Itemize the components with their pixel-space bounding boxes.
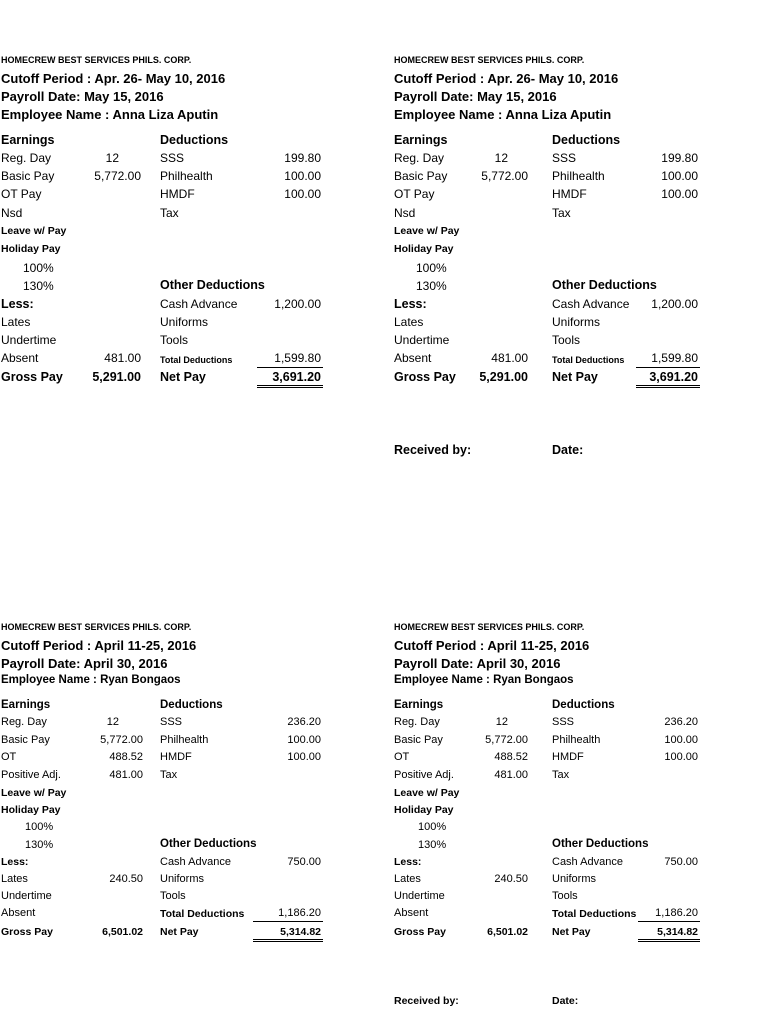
total-deductions-underline bbox=[257, 367, 323, 368]
net-pay-double-underline bbox=[636, 385, 700, 388]
basic-pay-value: 5,772.00 bbox=[94, 169, 141, 183]
holiday-100-label: 100% bbox=[416, 261, 447, 275]
total-deductions-value: 1,186.20 bbox=[278, 907, 321, 919]
tax-label: Tax bbox=[160, 206, 179, 220]
uniforms-label: Uniforms bbox=[160, 315, 209, 329]
ot-label: OT Pay bbox=[1, 187, 42, 201]
hmdf-label: HMDF bbox=[160, 187, 195, 201]
gross-pay-label: Gross Pay bbox=[394, 926, 446, 938]
philhealth-value: 100.00 bbox=[287, 734, 321, 746]
hmdf-value: 100.00 bbox=[287, 751, 321, 763]
other-deductions-heading: Other Deductions bbox=[552, 838, 649, 850]
received-by-label: Received by: bbox=[394, 995, 459, 1007]
undertime-label: Undertime bbox=[394, 333, 450, 347]
total-deductions-label: Total Deductions bbox=[552, 908, 637, 920]
tax-label: Tax bbox=[160, 769, 178, 781]
ot-value: 488.52 bbox=[494, 751, 528, 763]
payroll-date: Payroll Date: April 30, 2016 bbox=[1, 656, 168, 671]
undertime-label: Undertime bbox=[1, 333, 57, 347]
date-label: Date: bbox=[552, 995, 579, 1007]
payroll-date: Payroll Date: April 30, 2016 bbox=[394, 656, 561, 671]
total-deductions-underline bbox=[638, 921, 700, 922]
total-deductions-label: Total Deductions bbox=[552, 355, 625, 365]
philhealth-value: 100.00 bbox=[284, 169, 321, 183]
undertime-label: Undertime bbox=[394, 890, 445, 902]
earnings-heading: Earnings bbox=[1, 699, 51, 711]
reg-day-value: 12 bbox=[105, 151, 119, 165]
employee-name: Employee Name : Ryan Bongaos bbox=[394, 674, 574, 686]
absent-label: Absent bbox=[394, 351, 432, 365]
absent-value: 481.00 bbox=[104, 351, 141, 365]
net-pay-label: Net Pay bbox=[160, 926, 199, 938]
earnings-heading: Earnings bbox=[394, 699, 444, 711]
positive-adj-label: Positive Adj. bbox=[394, 769, 454, 781]
sss-label: SSS bbox=[160, 716, 183, 728]
basic-pay-label: Basic Pay bbox=[1, 169, 55, 183]
basic-pay-label: Basic Pay bbox=[394, 734, 443, 746]
sss-value: 236.20 bbox=[664, 716, 698, 728]
holiday-100-label: 100% bbox=[418, 821, 447, 833]
reg-day-value: 12 bbox=[494, 151, 508, 165]
holiday-pay-label: Holiday Pay bbox=[394, 243, 454, 255]
uniforms-label: Uniforms bbox=[552, 873, 597, 885]
cutoff-period: Cutoff Period : Apr. 26- May 10, 2016 bbox=[1, 71, 226, 86]
cash-advance-value: 750.00 bbox=[664, 856, 698, 868]
net-pay-value: 3,691.20 bbox=[272, 370, 321, 384]
lates-label: Lates bbox=[394, 315, 424, 329]
reg-day-label: Reg. Day bbox=[394, 716, 440, 728]
holiday-100-label: 100% bbox=[25, 821, 54, 833]
leave-with-pay-label: Leave w/ Pay bbox=[1, 225, 67, 237]
company-name: HOMECREW BEST SERVICES PHILS. CORP. bbox=[394, 622, 585, 632]
cutoff-period: Cutoff Period : April 11-25, 2016 bbox=[394, 638, 590, 653]
lates-label: Lates bbox=[1, 873, 28, 885]
ot-value: 488.52 bbox=[109, 751, 143, 763]
positive-adj-label: Positive Adj. bbox=[1, 769, 61, 781]
company-name: HOMECREW BEST SERVICES PHILS. CORP. bbox=[1, 622, 192, 632]
hmdf-value: 100.00 bbox=[661, 187, 698, 201]
basic-pay-value: 5,772.00 bbox=[100, 734, 143, 746]
payroll-date: Payroll Date: May 15, 2016 bbox=[394, 89, 557, 104]
positive-adj-value: 481.00 bbox=[109, 769, 143, 781]
nsd-label: Nsd bbox=[1, 206, 23, 220]
ot-label: OT bbox=[1, 751, 17, 763]
gross-pay-value: 6,501.02 bbox=[102, 926, 143, 938]
philhealth-label: Philhealth bbox=[160, 734, 209, 746]
nsd-label: Nsd bbox=[394, 206, 416, 220]
employee-name: Employee Name : Anna Liza Aputin bbox=[1, 107, 219, 122]
employee-name: Employee Name : Ryan Bongaos bbox=[1, 674, 181, 686]
earnings-heading: Earnings bbox=[394, 133, 448, 147]
tools-label: Tools bbox=[160, 890, 186, 902]
sss-label: SSS bbox=[552, 151, 577, 165]
ot-label: OT Pay bbox=[394, 187, 435, 201]
basic-pay-value: 5,772.00 bbox=[485, 734, 528, 746]
gross-pay-value: 6,501.02 bbox=[487, 926, 528, 938]
total-deductions-underline bbox=[253, 921, 323, 922]
hmdf-label: HMDF bbox=[552, 751, 584, 763]
sss-label: SSS bbox=[160, 151, 185, 165]
total-deductions-value: 1,599.80 bbox=[274, 351, 321, 365]
holiday-pay-label: Holiday Pay bbox=[394, 804, 454, 816]
leave-with-pay-label: Leave w/ Pay bbox=[1, 787, 67, 799]
net-pay-value: 3,691.20 bbox=[649, 370, 698, 384]
date-label: Date: bbox=[552, 443, 584, 457]
total-deductions-underline bbox=[636, 367, 700, 368]
basic-pay-value: 5,772.00 bbox=[481, 169, 528, 183]
absent-label: Absent bbox=[1, 351, 39, 365]
cutoff-period: Cutoff Period : Apr. 26- May 10, 2016 bbox=[394, 71, 619, 86]
net-pay-value: 5,314.82 bbox=[280, 926, 321, 938]
tax-label: Tax bbox=[552, 206, 571, 220]
deductions-heading: Deductions bbox=[160, 133, 229, 147]
lates-label: Lates bbox=[1, 315, 31, 329]
sss-label: SSS bbox=[552, 716, 575, 728]
net-pay-value: 5,314.82 bbox=[657, 926, 698, 938]
hmdf-label: HMDF bbox=[160, 751, 192, 763]
basic-pay-label: Basic Pay bbox=[1, 734, 50, 746]
payroll-date: Payroll Date: May 15, 2016 bbox=[1, 89, 164, 104]
ot-label: OT bbox=[394, 751, 410, 763]
hmdf-label: HMDF bbox=[552, 187, 587, 201]
cash-advance-label: Cash Advance bbox=[552, 856, 623, 868]
holiday-100-label: 100% bbox=[23, 261, 54, 275]
tools-label: Tools bbox=[552, 890, 578, 902]
net-pay-double-underline bbox=[253, 939, 323, 942]
net-pay-label: Net Pay bbox=[552, 370, 598, 384]
net-pay-label: Net Pay bbox=[552, 926, 591, 938]
gross-pay-value: 5,291.00 bbox=[92, 370, 141, 384]
cash-advance-label: Cash Advance bbox=[552, 297, 630, 311]
less-label: Less: bbox=[1, 297, 34, 311]
less-label: Less: bbox=[1, 856, 29, 868]
cash-advance-value: 1,200.00 bbox=[274, 297, 321, 311]
absent-label: Absent bbox=[1, 907, 36, 919]
basic-pay-label: Basic Pay bbox=[394, 169, 448, 183]
net-pay-label: Net Pay bbox=[160, 370, 206, 384]
philhealth-value: 100.00 bbox=[664, 734, 698, 746]
net-pay-double-underline bbox=[257, 385, 323, 388]
tools-label: Tools bbox=[160, 333, 189, 347]
leave-with-pay-label: Leave w/ Pay bbox=[394, 787, 460, 799]
less-label: Less: bbox=[394, 856, 422, 868]
uniforms-label: Uniforms bbox=[160, 873, 205, 885]
cash-advance-label: Cash Advance bbox=[160, 856, 231, 868]
reg-day-label: Reg. Day bbox=[1, 716, 47, 728]
holiday-130-label: 130% bbox=[23, 279, 54, 293]
holiday-130-label: 130% bbox=[416, 279, 447, 293]
tools-label: Tools bbox=[552, 333, 581, 347]
uniforms-label: Uniforms bbox=[552, 315, 601, 329]
lates-value: 240.50 bbox=[494, 873, 528, 885]
total-deductions-label: Total Deductions bbox=[160, 908, 245, 920]
reg-day-label: Reg. Day bbox=[394, 151, 445, 165]
sss-value: 199.80 bbox=[284, 151, 321, 165]
philhealth-label: Philhealth bbox=[552, 169, 605, 183]
leave-with-pay-label: Leave w/ Pay bbox=[394, 225, 460, 237]
sss-value: 199.80 bbox=[661, 151, 698, 165]
reg-day-value: 12 bbox=[106, 716, 119, 728]
lates-label: Lates bbox=[394, 873, 421, 885]
holiday-pay-label: Holiday Pay bbox=[1, 243, 61, 255]
gross-pay-label: Gross Pay bbox=[1, 926, 53, 938]
gross-pay-label: Gross Pay bbox=[1, 370, 63, 384]
employee-name: Employee Name : Anna Liza Aputin bbox=[394, 107, 612, 122]
net-pay-double-underline bbox=[638, 939, 700, 942]
total-deductions-value: 1,599.80 bbox=[651, 351, 698, 365]
other-deductions-heading: Other Deductions bbox=[160, 278, 265, 292]
total-deductions-value: 1,186.20 bbox=[655, 907, 698, 919]
philhealth-label: Philhealth bbox=[552, 734, 601, 746]
other-deductions-heading: Other Deductions bbox=[160, 838, 257, 850]
received-by-label: Received by: bbox=[394, 443, 472, 457]
deductions-heading: Deductions bbox=[552, 699, 615, 711]
absent-label: Absent bbox=[394, 907, 429, 919]
holiday-130-label: 130% bbox=[25, 839, 54, 851]
earnings-heading: Earnings bbox=[1, 133, 55, 147]
reg-day-value: 12 bbox=[495, 716, 508, 728]
holiday-130-label: 130% bbox=[418, 839, 447, 851]
gross-pay-value: 5,291.00 bbox=[479, 370, 528, 384]
total-deductions-label: Total Deductions bbox=[160, 355, 233, 365]
hmdf-value: 100.00 bbox=[284, 187, 321, 201]
absent-value: 481.00 bbox=[491, 351, 528, 365]
deductions-heading: Deductions bbox=[160, 699, 223, 711]
tax-label: Tax bbox=[552, 769, 570, 781]
holiday-pay-label: Holiday Pay bbox=[1, 804, 61, 816]
philhealth-label: Philhealth bbox=[160, 169, 213, 183]
hmdf-value: 100.00 bbox=[664, 751, 698, 763]
cash-advance-value: 1,200.00 bbox=[651, 297, 698, 311]
cutoff-period: Cutoff Period : April 11-25, 2016 bbox=[1, 638, 197, 653]
undertime-label: Undertime bbox=[1, 890, 52, 902]
other-deductions-heading: Other Deductions bbox=[552, 278, 657, 292]
lates-value: 240.50 bbox=[109, 873, 143, 885]
company-name: HOMECREW BEST SERVICES PHILS. CORP. bbox=[1, 55, 192, 65]
less-label: Less: bbox=[394, 297, 427, 311]
cash-advance-label: Cash Advance bbox=[160, 297, 238, 311]
reg-day-label: Reg. Day bbox=[1, 151, 52, 165]
philhealth-value: 100.00 bbox=[661, 169, 698, 183]
sss-value: 236.20 bbox=[287, 716, 321, 728]
cash-advance-value: 750.00 bbox=[287, 856, 321, 868]
company-name: HOMECREW BEST SERVICES PHILS. CORP. bbox=[394, 55, 585, 65]
positive-adj-value: 481.00 bbox=[494, 769, 528, 781]
deductions-heading: Deductions bbox=[552, 133, 621, 147]
gross-pay-label: Gross Pay bbox=[394, 370, 456, 384]
